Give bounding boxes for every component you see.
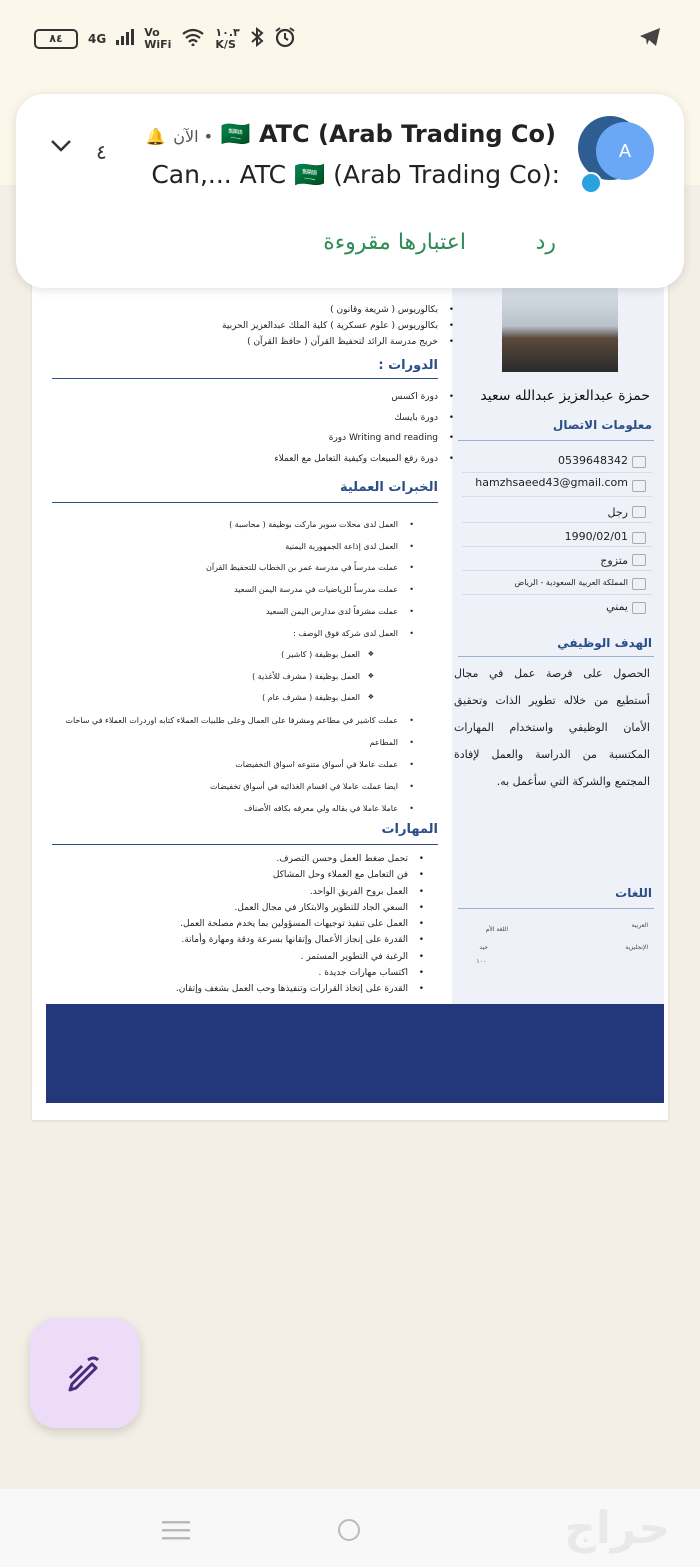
chevron-down-icon[interactable] — [50, 138, 72, 157]
telegram-badge-icon — [580, 172, 602, 194]
divider — [52, 378, 438, 379]
divider — [458, 440, 654, 441]
list-item: عاملا عاملا في بقاله ولي معرفه بكافه الأصناف • — [65, 798, 398, 820]
languages-title: اللغات — [615, 886, 652, 900]
list-item: ايضا عملت عاملا في اقسام الغذائيه في أسواق تخفيضات • — [65, 776, 398, 798]
wifi-icon — [181, 28, 205, 49]
courses-title: الدورات : — [378, 358, 438, 373]
bluetooth-icon — [250, 27, 264, 50]
language-name: الإنجليزية — [625, 944, 648, 951]
divider — [462, 522, 652, 523]
objective-title: الهدف الوظيفي — [557, 636, 652, 650]
list-item: العمل لدى شركة فوق الوصف : • — [206, 623, 398, 645]
list-item: عملت مدرساً في مدرسة عمر بن الخطاب للتحفيظ القرآن • — [206, 557, 398, 579]
signal-icon — [116, 29, 134, 48]
courses-list — [274, 387, 438, 469]
divider — [458, 656, 654, 657]
bell-icon: 🔔 — [145, 127, 166, 146]
notification-card[interactable] — [16, 94, 684, 288]
list-item: دورة اكسس • — [274, 387, 438, 408]
language-name: العربية — [631, 922, 648, 929]
mark-read-button[interactable]: اعتبارها مقروءة — [323, 230, 466, 255]
list-item: القدرة على إنجاز الأعمال وإتقانها بسرعة ودقة ومهارة وأمانة. • — [176, 932, 408, 948]
list-item: فن التعامل مع العملاء وحل المشاكل • — [176, 867, 408, 883]
list-item: عملت عاملا في أسواق متنوعه اسواق التخفيضات • — [65, 754, 398, 776]
notification-count: ٤ — [96, 140, 107, 164]
language-score: ١٠٠ — [476, 958, 486, 965]
experience-more-list — [65, 710, 398, 820]
telegram-status-icon — [638, 26, 662, 52]
notification-time: الآن — [173, 127, 199, 146]
list-item: بكالوريوس ( شريعة وقانون ) • — [222, 302, 438, 318]
skills-title: المهارات — [381, 822, 438, 837]
contact-phone: 0539648342 — [558, 454, 628, 467]
resume-footer-band — [46, 1004, 664, 1103]
list-item: عملت مدرساً للرياضيات في مدرسة اليمن السعيد • — [206, 579, 398, 601]
divider — [462, 496, 652, 497]
reply-button[interactable]: رد — [535, 230, 556, 255]
language-level: اللغة الأم — [485, 926, 508, 933]
language-icon — [632, 602, 646, 614]
resume-name: حمزة عبدالعزيز عبدالله سعيد — [480, 388, 650, 404]
list-item: السعي الجاد للتطوير والابتكار في مجال العمل. • — [176, 900, 408, 916]
skills-list — [176, 851, 408, 998]
list-item: دورة بايسك • — [274, 408, 438, 429]
list-item: القدرة على إتخاذ القرارات وتنفيذها وحب العمل بشغف وإتقان. • — [176, 981, 408, 997]
experience-sublist — [252, 644, 360, 709]
language-level: جيد — [479, 944, 488, 951]
list-item: العمل على تنفيذ توجيهات المسؤولين بما يخدم مصلحة العمل. • — [176, 916, 408, 932]
data-speed: ١٠.٣ K/S — [215, 25, 240, 51]
phone-icon — [632, 456, 646, 468]
contact-location: المملكة العربية السعودية - الرياض — [514, 578, 628, 587]
list-item: تحمل ضغط العمل وحسن التصرف. • — [176, 851, 408, 867]
list-item: Writing and reading دورة • — [274, 428, 438, 449]
list-item: العمل بوظيفة ( مشرف عام ) ❖ — [252, 687, 360, 709]
list-item: الرغبة في التطوير المستمر . • — [176, 949, 408, 965]
email-icon — [632, 480, 646, 492]
list-item: دورة رفع المبيعات وكيفية التعامل مع العملاء • — [274, 449, 438, 470]
list-item: خريج مدرسة الرائد لتحفيظ القرآن ( حافظ القرآن ) • — [222, 334, 438, 350]
contact-email: hamzhsaeed43@gmail.com — [475, 476, 628, 489]
list-item: عملت كاشير في مطاعم ومشرفا على العمال وعلى طلبيات العملاء كتابه اوردرات العملاء في ساحات • — [65, 710, 398, 732]
notification-title: (Arab Trading Co) 🇸🇦 ATC • الآن 🔔 — [145, 120, 556, 148]
pen-icon — [66, 1354, 104, 1396]
education-list — [222, 302, 438, 350]
fingerprint-icon — [632, 506, 646, 518]
list-item: عملت مشرفاً لدى مدارس اليمن السعيد • — [206, 601, 398, 623]
notification-message: Can,... ATC 🇸🇦 (Arab Trading Co): — [151, 160, 560, 189]
divider — [52, 502, 438, 503]
contact-nationality: يمني — [606, 600, 628, 613]
profile-photo — [502, 288, 618, 372]
contact-marital: متزوج — [600, 554, 628, 567]
flag-icon — [632, 578, 646, 590]
divider — [462, 472, 652, 473]
alarm-icon — [274, 26, 296, 51]
divider — [462, 594, 652, 595]
contact-title: معلومات الاتصال — [552, 418, 652, 432]
experience-title: الخبرات العملية — [339, 480, 438, 495]
list-item: العمل لدى إذاعة الجمهورية اليمنية • — [206, 536, 398, 558]
list-item: اكتساب مهارات جديدة . • — [176, 965, 408, 981]
list-item: العمل بوظيفة ( كاشير ) ❖ — [252, 644, 360, 666]
list-item: المطاعم • — [65, 732, 398, 754]
list-item: بكالوريوس ( علوم عسكرية ) كلية الملك عبدالعزيز الحربية • — [222, 318, 438, 334]
divider — [462, 546, 652, 547]
compose-button[interactable] — [30, 1318, 140, 1428]
objective-text: الحصول على فرصة عمل في مجال أستطيع من خلاله تطوير الذات وتحقيق الأمان الوظيفي واستخدام المهارات المكتسبة من الدراسة والعمل لإفادة المجتمع والشركة التي سأعمل به. — [454, 667, 650, 788]
contact-gender: رجل — [607, 506, 628, 519]
divider — [458, 908, 654, 909]
contact-dob: 1990/02/01 — [564, 530, 628, 543]
haraj-watermark: حراج — [564, 1503, 670, 1554]
notification-sender: (Arab Trading Co) 🇸🇦 ATC — [220, 120, 556, 148]
avatar: A — [596, 122, 654, 180]
experience-list — [206, 514, 398, 644]
divider — [462, 570, 652, 571]
vowifi-label: Vo WiFi — [144, 25, 172, 51]
list-item: العمل بوظيفة ( مشرف للأغذية ) ❖ — [252, 666, 360, 688]
recent-apps-icon[interactable] — [162, 1519, 190, 1545]
list-item: العمل بروح الفريق الواحد. • — [176, 884, 408, 900]
divider — [52, 844, 438, 845]
battery-icon: ٨٤ — [34, 29, 78, 49]
home-icon[interactable] — [338, 1519, 360, 1541]
ring-icon — [632, 554, 646, 566]
network-label: 4G — [88, 31, 107, 46]
list-item: العمل لدى محلات سوبر ماركت بوظيفة ( محاسبة ) • — [206, 514, 398, 536]
calendar-icon — [632, 532, 646, 544]
navigation-bar — [0, 1489, 700, 1567]
